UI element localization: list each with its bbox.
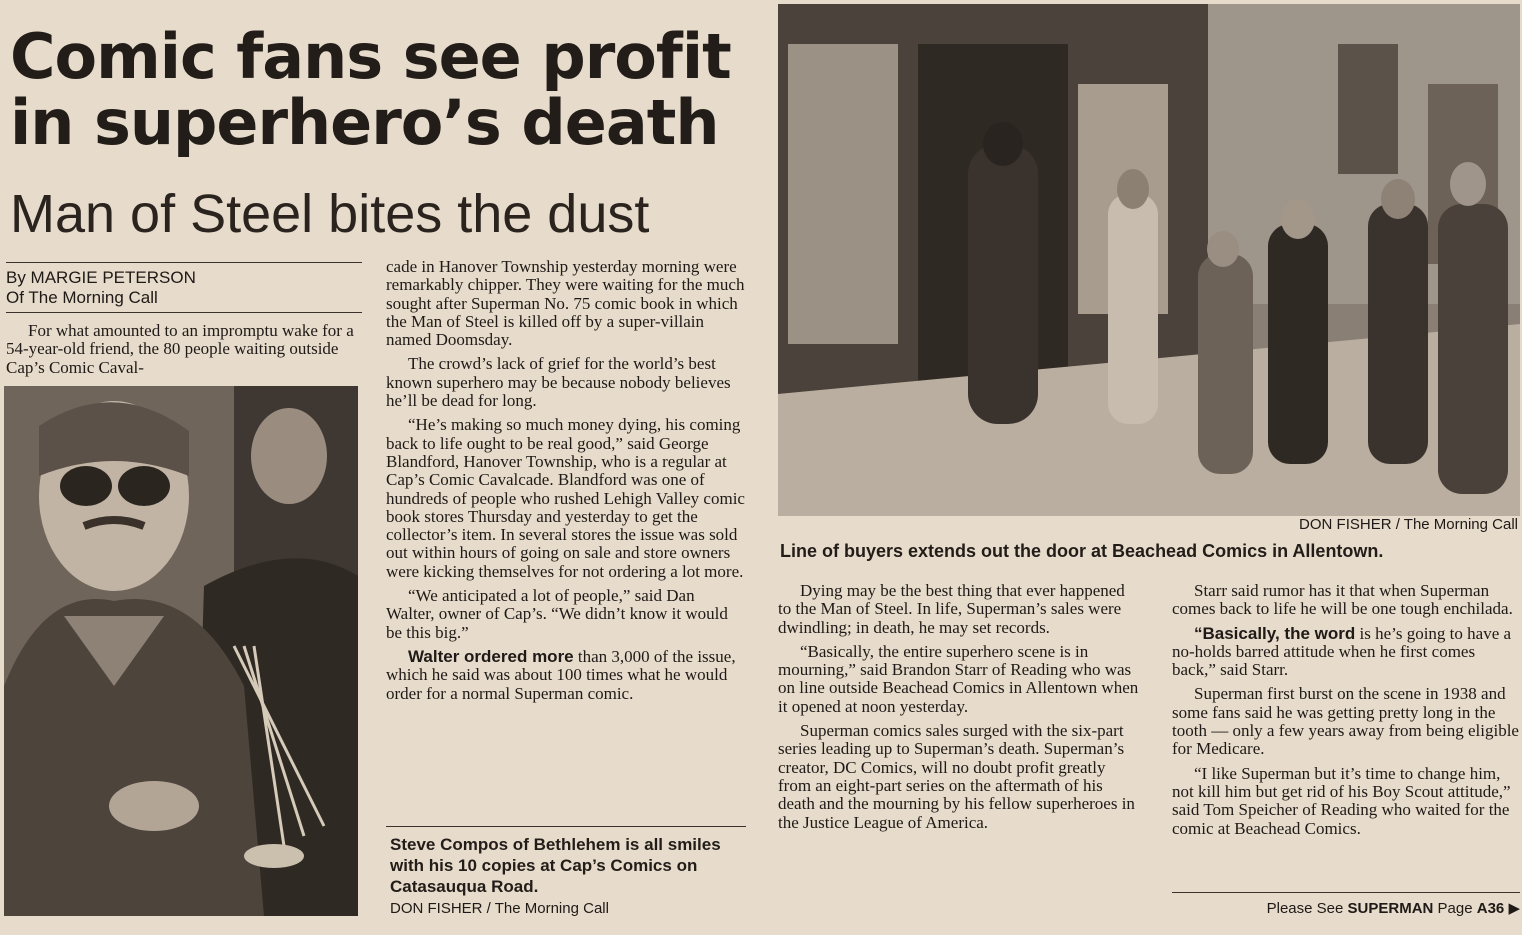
photo-caption-left: Steve Compos of Bethlehem is all smiles with his 10 copies at Cap’s Comics on Catasauqua Road.	[390, 835, 721, 896]
byline-top-rule	[6, 262, 362, 263]
paragraph: “We anticipated a lot of people,” said Dan Walter, owner of Cap’s. “We didn’t know it would be this big.”	[386, 586, 728, 642]
jump-page: A36	[1476, 900, 1505, 917]
byline-outlet: Of The Morning Call	[6, 288, 158, 307]
paragraph	[1172, 625, 1520, 680]
paragraph-text: is he’s going to have a no-holds barred attitude when he first comes back,” said Starr.	[1172, 623, 1512, 680]
paragraph: “Basically, the entire superhero scene is in mourning,” said Brandon Starr of Reading who was on line outside Beachead Comics in Allentown when it opened at noon yesterday.	[778, 641, 1139, 716]
article-column-1	[6, 322, 362, 383]
paragraph-text: than 3,000 of the issue, which he said was about 100 times what he would order for a normal Superman comic.	[386, 646, 736, 703]
headline-line-2: in superhero’s death	[10, 86, 719, 159]
paragraph-lead-in: Walter ordered more	[408, 646, 574, 666]
headline	[10, 20, 770, 159]
arrow-right-icon: ▶	[1508, 900, 1520, 917]
photo-graphic	[4, 386, 358, 916]
jump-rule	[1172, 892, 1520, 893]
photo-caption-right: Line of buyers extends out the door at Beachead Comics in Allentown.	[780, 541, 1384, 561]
photo-credit-right: DON FISHER / The Morning Call	[1299, 516, 1518, 533]
photo-credit-left: DON FISHER / The Morning Call	[390, 900, 609, 917]
paragraph: Superman first burst on the scene in 1938 and some fans said he was getting pretty long in the tooth — only a few years away from being eligible for Medicare.	[1172, 684, 1519, 759]
paragraph: “He’s making so much money dying, his coming back to life ought to be real good,” said George Blandford, Hanover Township, who is a regular at Cap’s Comic Cavalcade. Blandford was one of hundreds of people who rushed Lehigh Valley comic book stores Thursday and yesterday to get the collector’s item. In several stores the issue was sold out within hours of going on sale and store owners were kicking themselves for not ordering a lot more.	[386, 415, 745, 581]
byline-bottom-rule	[6, 312, 362, 313]
photo-beachead-comics-line	[778, 4, 1520, 516]
photo-graphic	[778, 4, 1520, 516]
subheadline: Man of Steel bites the dust	[10, 184, 650, 244]
jump-page-label: Page	[1437, 900, 1473, 917]
article-column-3	[778, 582, 1140, 838]
paragraph	[386, 648, 746, 703]
article-column-4	[1172, 582, 1520, 844]
continued-jump-line	[1210, 899, 1520, 917]
paragraph: The crowd’s lack of grief for the world’s best known superhero may be because nobody believes he’ll be dead for long.	[386, 354, 731, 411]
jump-prefix: Please See	[1266, 900, 1344, 917]
paragraph: Starr said rumor has it that when Superman comes back to life he will be one tough enchilada.	[1172, 581, 1513, 619]
paragraph: Dying may be the best thing that ever happened to the Man of Steel. In life, Superman’s sales were dwindling; in death, he may set records.	[778, 581, 1125, 637]
paragraph-lead-in: “Basically, the word	[1194, 623, 1356, 643]
paragraph: For what amounted to an impromptu wake for a 54-year-old friend, the 80 people waiting outside Cap’s Comic Caval-	[6, 321, 354, 377]
article-column-2	[386, 258, 746, 709]
paragraph: cade in Hanover Township yesterday morning were remarkably chipper. They were waiting for the much sought after Superman No. 75 comic book in which the Man of Steel is killed off by a super-villain named Doomsday.	[386, 257, 745, 350]
byline	[6, 268, 362, 308]
jump-keyword: SUPERMAN	[1347, 900, 1434, 917]
photo-steve-compos	[4, 386, 358, 916]
paragraph: “I like Superman but it’s time to change him, not kill him but get rid of his Boy Scout attitude,” said Tom Speicher of Reading who waited for the comic at Beachead Comics.	[1172, 763, 1511, 838]
paragraph: Superman comics sales surged with the six-part series leading up to Superman’s death. Superman’s creator, DC Comics, will no doubt profit greatly from an eight-part series on the aftermath of his death and the mourning by his fellow superheroes in the Justice League of America.	[778, 721, 1135, 832]
byline-author: By MARGIE PETERSON	[6, 268, 196, 287]
caption-rule	[386, 826, 746, 827]
headline-line-1: Comic fans see profit	[10, 20, 731, 93]
